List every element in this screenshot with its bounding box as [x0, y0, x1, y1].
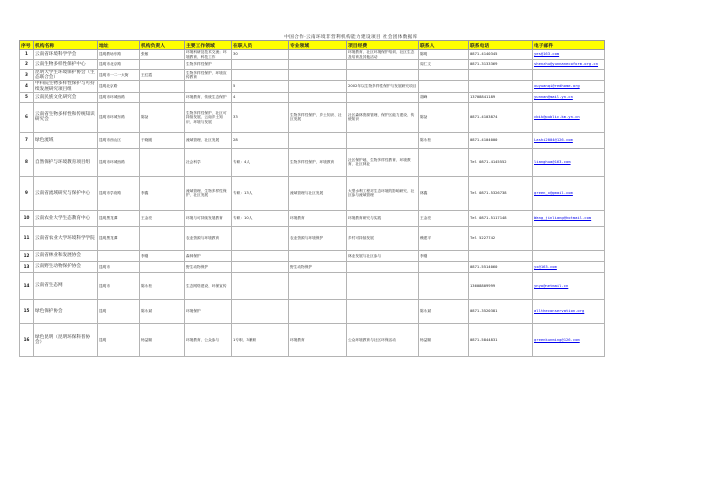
email-link[interactable]: greenkunming@126.com: [534, 336, 580, 342]
row-index-cell: 11: [20, 226, 34, 250]
address-cell: 昆明市北京路: [98, 60, 140, 70]
specialty-cell: [289, 81, 347, 92]
project-cell: 公众环境教育与社区环保活动: [347, 323, 419, 356]
email-link[interactable]: ynyo@netmail.cn: [534, 282, 569, 288]
table-row: [20, 102, 605, 132]
address-cell: [98, 250, 140, 261]
email-cell[interactable]: [533, 261, 605, 272]
email-cell[interactable]: [533, 60, 605, 70]
work-field-cell: 生物多样性保护、社区可持续发展、云南乡土知识、环境与发展: [185, 102, 232, 132]
contact-person-cell: 陈劼: [419, 102, 469, 132]
leader-cell: [140, 81, 185, 92]
email-link[interactable]: alltheconservation.org: [534, 308, 585, 314]
phone-cell: 0871-4103874: [469, 102, 533, 132]
staff-count-cell: 专职：13人: [232, 176, 289, 210]
email-link[interactable]: shenzhu@yunnanecoform.org.cn: [534, 61, 599, 67]
row-index-cell: 2: [20, 60, 34, 70]
leader-cell: 李刚: [140, 250, 185, 261]
contact-person-cell: 陈永斌: [419, 299, 469, 323]
staff-count-cell: [232, 226, 289, 250]
specialty-cell: [289, 272, 347, 299]
row-index-cell: 3: [20, 70, 34, 81]
project-cell: 乡村可持续发展: [347, 226, 419, 250]
table-row: [20, 92, 605, 102]
work-field-cell: 环境教育、公众参与: [185, 323, 232, 356]
specialty-cell: 环境教育: [289, 323, 347, 356]
address-cell: 昆明黑龙潭: [98, 226, 140, 250]
work-field-cell: 野生动物保护: [185, 261, 232, 272]
col-phone-header: 联系电话: [469, 41, 533, 50]
org-name-cell: 绿色流域: [34, 132, 98, 148]
contact-person-cell: 赖建平: [419, 226, 469, 250]
org-name-cell: 云南省生态网: [34, 272, 98, 299]
project-cell: 大型水利工程对生态环境的影响研究、社区参与流域管理: [347, 176, 419, 210]
email-link[interactable]: cbik@public.km.yn.cn: [534, 114, 580, 120]
specialty-cell: 流域管理与社区发展: [289, 176, 347, 210]
contact-person-cell: [419, 81, 469, 92]
table-row: [20, 261, 605, 272]
table-row: [20, 299, 605, 323]
work-field-cell: 环境科研及技术交流；环境教育、科技工作: [185, 50, 232, 60]
phone-cell: 0871-4104000: [469, 132, 533, 148]
col-address-header: 地址: [98, 41, 140, 50]
staff-count-cell: [232, 272, 289, 299]
email-cell[interactable]: [533, 210, 605, 226]
contact-person-cell: [419, 272, 469, 299]
phone-cell: Tel 0871-5117148: [469, 210, 533, 226]
project-cell: 2002年以生物多样性保护与发展研究项目: [347, 81, 419, 92]
document-title: 中国合作·云南环境非营利机构能力建设项目 社会团体数据库: [284, 35, 418, 40]
leader-cell: [140, 148, 185, 176]
col-contact-header: 联系人: [419, 41, 469, 50]
org-name-cell: 云南野生动物保护协会: [34, 261, 98, 272]
org-name-cell: 云南省农业大学环境科学学院: [34, 226, 98, 250]
org-name-cell: 昆明大学生环境保护协会（生态联合会）: [34, 70, 98, 81]
leader-cell: [140, 226, 185, 250]
org-name-cell: 绿色昆明（昆明环保科普协会）: [34, 323, 98, 356]
project-cell: 社区森林资源管理、保护区能力建设、传统知识: [347, 102, 419, 132]
table-row: [20, 176, 605, 210]
work-field-cell: 环境保护: [185, 299, 232, 323]
email-cell[interactable]: [533, 226, 605, 250]
staff-count-cell: 1专职、3兼职: [232, 323, 289, 356]
project-cell: 林业发展与社区参与: [347, 250, 419, 261]
staff-count-cell: 专职：4人: [232, 148, 289, 176]
org-name-cell: 云南省林业和发展协会: [34, 250, 98, 261]
contact-person-cell: 李刚: [419, 250, 469, 261]
leader-cell: 陈永斌: [140, 299, 185, 323]
work-field-cell: 社会科学: [185, 148, 232, 176]
address-cell: 昆明市西山区: [98, 132, 140, 148]
contact-person-cell: 林鑫: [419, 176, 469, 210]
project-cell: 环境教育研究与实践: [347, 210, 419, 226]
email-link[interactable]: Lashi2004@126.com: [534, 137, 573, 143]
col-index-header: 序号: [20, 41, 34, 50]
leader-cell: 王红霞: [140, 70, 185, 81]
email-link[interactable]: green_x@gmail.com: [534, 190, 573, 196]
address-cell: 昆明市: [98, 261, 140, 272]
contact-person-cell: [419, 70, 469, 81]
phone-cell: Tel 0871-5326738: [469, 176, 533, 210]
leader-cell: 杨益顺: [140, 323, 185, 356]
org-name-cell: 云南民族文化研究会: [34, 92, 98, 102]
project-cell: 环境教育、社区环境保护培训、社区生态及培育及其他活动: [347, 50, 419, 60]
address-cell: 昆明市环城西路: [98, 92, 140, 102]
row-index-cell: 12: [20, 250, 34, 261]
project-cell: [347, 261, 419, 272]
phone-cell: Tel 5227742: [469, 226, 533, 250]
staff-count-cell: 30: [232, 50, 289, 60]
email-cell[interactable]: [533, 148, 605, 176]
phone-cell: 0871-4140345: [469, 50, 533, 60]
table-row: [20, 148, 605, 176]
specialty-cell: [289, 60, 347, 70]
table-row: [20, 226, 605, 250]
row-index-cell: 1: [20, 50, 34, 60]
table-row: [20, 210, 605, 226]
email-cell[interactable]: [533, 70, 605, 81]
contact-person-cell: 胡峰: [419, 92, 469, 102]
staff-count-cell: 28: [232, 132, 289, 148]
row-index-cell: 14: [20, 272, 34, 299]
specialty-cell: [289, 250, 347, 261]
org-name-cell: 云南省生物多样性和传统知识研究会: [34, 102, 98, 132]
specialty-cell: [289, 70, 347, 81]
staff-count-cell: [232, 70, 289, 81]
org-name-cell: 云南农业大学生态教育中心: [34, 210, 98, 226]
org-name-cell: 云南省流域研究与保护中心: [34, 176, 98, 210]
work-field-cell: 流域管理、社区发展: [185, 132, 232, 148]
row-index-cell: 8: [20, 148, 34, 176]
col-email-header: 电子邮件: [533, 41, 605, 50]
email-link[interactable]: yunnan@mail.yn.cn: [534, 94, 573, 100]
specialty-cell: 生物多样性保护、环境教育: [289, 148, 347, 176]
org-name-cell: 云南省环境科学学会: [34, 50, 98, 60]
staff-count-cell: 专职：10人: [232, 210, 289, 226]
specialty-cell: [289, 92, 347, 102]
table-row: [20, 81, 605, 92]
specialty-cell: [289, 299, 347, 323]
address-cell: 昆明市: [98, 272, 140, 299]
address-cell: 昆明北京路: [98, 81, 140, 92]
email-cell[interactable]: [533, 50, 605, 60]
leader-cell: 李鑫: [140, 176, 185, 210]
row-index-cell: 16: [20, 323, 34, 356]
specialty-cell: [289, 50, 347, 60]
header-row: [20, 41, 605, 50]
address-cell: 昆明黑龙潭: [98, 210, 140, 226]
work-field-cell: 流域管理、生物多样性保护、社区发展: [185, 176, 232, 210]
org-name-cell: 云南生物多样性保护中心: [34, 60, 98, 70]
project-cell: [347, 272, 419, 299]
row-index-cell: 7: [20, 132, 34, 148]
org-name-cell: 绿色保护协会: [34, 299, 98, 323]
leader-cell: 王金亮: [140, 210, 185, 226]
staff-count-cell: 33: [232, 102, 289, 132]
row-index-cell: 13: [20, 261, 34, 272]
row-index-cell: 15: [20, 299, 34, 323]
email-cell[interactable]: [533, 102, 605, 132]
row-index-cell: 6: [20, 102, 34, 132]
row-index-cell: 10: [20, 210, 34, 226]
email-cell[interactable]: [533, 92, 605, 102]
col-specialty-header: 专业领域: [289, 41, 347, 50]
contact-person-cell: 周仁文: [419, 60, 469, 70]
table-row: [20, 250, 605, 261]
phone-cell: [469, 81, 533, 92]
specialty-cell: [289, 132, 347, 148]
col-work-field-header: 主要工作领域: [185, 41, 232, 50]
row-index-cell: 5: [20, 92, 34, 102]
work-field-cell: 农业资源与环境教育: [185, 226, 232, 250]
email-cell[interactable]: [533, 250, 605, 261]
phone-cell: Tel 0871-4145552: [469, 148, 533, 176]
address-cell: 昆明: [98, 299, 140, 323]
email-cell[interactable]: [533, 132, 605, 148]
table-row: [20, 60, 605, 70]
staff-count-cell: [232, 299, 289, 323]
work-field-cell: 生物多样性保护: [185, 60, 232, 70]
address-cell: 昆明市环城东路: [98, 102, 140, 132]
phone-cell: 0871-5844831: [469, 323, 533, 356]
table-row: [20, 132, 605, 148]
specialty-cell: 生物多样性保护、乡土知识、社区发展: [289, 102, 347, 132]
email-cell[interactable]: [533, 323, 605, 356]
phone-cell: 0871-3520381: [469, 299, 533, 323]
org-name-cell: 自然保护与环境教育项目组: [34, 148, 98, 176]
table-row: [20, 272, 605, 299]
address-cell: 昆明市一二一大街: [98, 70, 140, 81]
contact-person-cell: 陈永松: [419, 132, 469, 148]
contact-person-cell: [419, 261, 469, 272]
leader-cell: 陈劼: [140, 102, 185, 132]
project-cell: [347, 92, 419, 102]
work-field-cell: 环境与可持续发展教育: [185, 210, 232, 226]
specialty-cell: 农业资源与环境保护: [289, 226, 347, 250]
project-cell: [347, 132, 419, 148]
contact-person-cell: 王金亮: [419, 210, 469, 226]
table-body: [20, 50, 605, 357]
email-cell[interactable]: [533, 299, 605, 323]
address-cell: 昆明市学府路: [98, 176, 140, 210]
leader-cell: [140, 261, 185, 272]
org-name-cell: 中科院生物多样性保护与可持续发展研究项目组: [34, 81, 98, 92]
work-field-cell: 生态网络建设、环保宣传: [185, 272, 232, 299]
table-row: [20, 323, 605, 356]
col-leader-header: 机构负责人: [140, 41, 185, 50]
email-link[interactable]: yes@163.com: [534, 51, 560, 57]
col-staff-header: 在职人员: [232, 41, 289, 50]
leader-cell: [140, 92, 185, 102]
staff-count-cell: [232, 60, 289, 70]
project-cell: [347, 60, 419, 70]
organization-table: [19, 40, 605, 357]
table-row: [20, 70, 605, 81]
address-cell: 昆明: [98, 323, 140, 356]
staff-count-cell: [232, 250, 289, 261]
col-project-header: 项目经费: [347, 41, 419, 50]
leader-cell: [140, 60, 185, 70]
work-field-cell: 生物多样性保护、环境宣传教育: [185, 70, 232, 81]
staff-count-cell: [232, 261, 289, 272]
contact-person-cell: 杨益顺: [419, 323, 469, 356]
work-field-cell: 森林保护: [185, 250, 232, 261]
email-link[interactable]: Wang_jinliang@hotmail.com: [534, 215, 592, 221]
specialty-cell: 野生动物保护: [289, 261, 347, 272]
phone-cell: [469, 70, 533, 81]
email-link[interactable]: yx@163.com: [534, 263, 557, 269]
phone-cell: [469, 250, 533, 261]
contact-person-cell: 陈明: [419, 50, 469, 60]
staff-count-cell: 5: [232, 81, 289, 92]
address-cell: 昆明教场东路: [98, 50, 140, 60]
project-cell: [347, 70, 419, 81]
email-link[interactable]: xuyuanqi@redhome.org: [534, 83, 580, 89]
phone-cell: 13708841189: [469, 92, 533, 102]
work-field-cell: [185, 81, 232, 92]
phone-cell: 0871-5514060: [469, 261, 533, 272]
phone-cell: 13608809999: [469, 272, 533, 299]
email-cell[interactable]: [533, 81, 605, 92]
staff-count-cell: 4: [232, 92, 289, 102]
col-org-name-header: 机构名称: [34, 41, 98, 50]
email-cell[interactable]: [533, 176, 605, 210]
row-index-cell: 4: [20, 81, 34, 92]
row-index-cell: 9: [20, 176, 34, 210]
phone-cell: 0871-3133369: [469, 60, 533, 70]
email-cell[interactable]: [533, 272, 605, 299]
leader-cell: 陈永松: [140, 272, 185, 299]
address-cell: 昆明市环城西路: [98, 148, 140, 176]
contact-person-cell: [419, 148, 469, 176]
project-cell: [347, 299, 419, 323]
leader-cell: 张敏: [140, 50, 185, 60]
leader-cell: 于晓刚: [140, 132, 185, 148]
work-field-cell: 环境教育、传统生态保护: [185, 92, 232, 102]
email-link[interactable]: lianghua@163.com: [534, 159, 571, 165]
table-row: [20, 50, 605, 60]
project-cell: 社区保护地、生物多样性教育、环境教育、社区林业: [347, 148, 419, 176]
specialty-cell: 环境教育: [289, 210, 347, 226]
